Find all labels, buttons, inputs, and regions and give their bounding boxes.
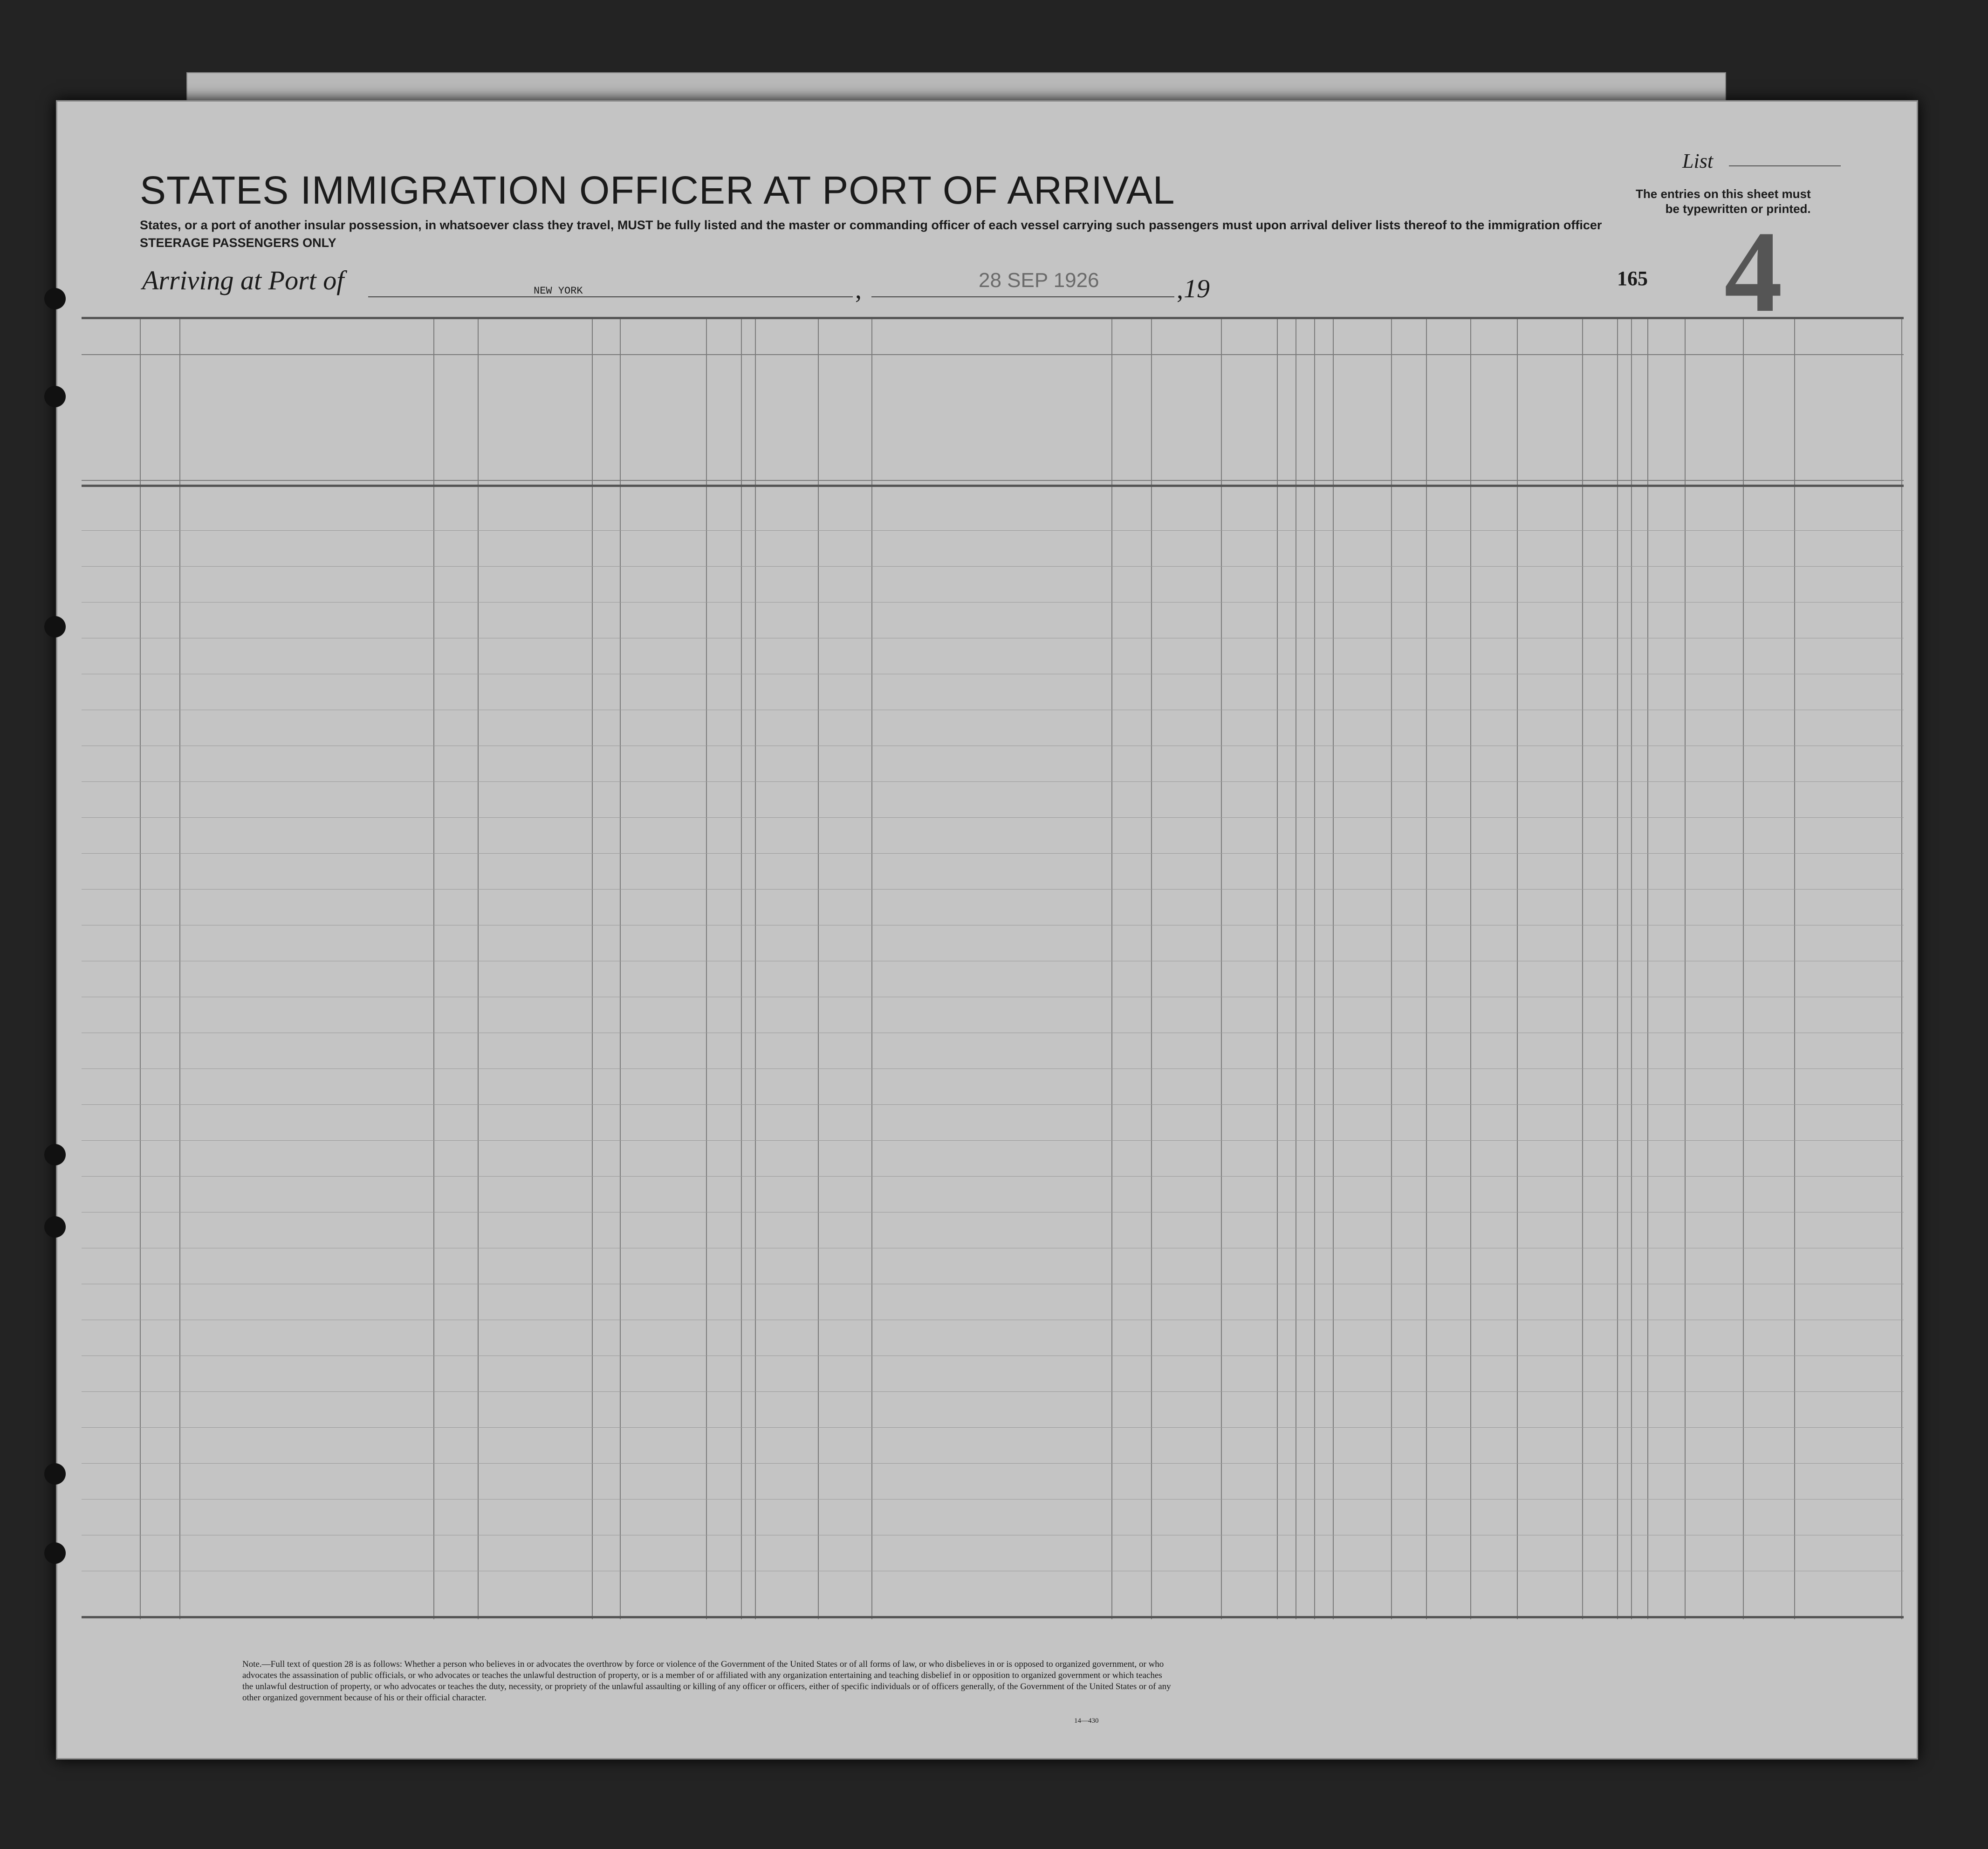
column-divider bbox=[1426, 317, 1427, 1619]
column-divider bbox=[592, 317, 593, 1619]
comma: , bbox=[855, 275, 862, 304]
column-divider bbox=[1221, 317, 1222, 1619]
row-rule bbox=[82, 1104, 1904, 1105]
binder-hole bbox=[44, 386, 66, 407]
row-rule bbox=[82, 781, 1904, 782]
row-rule bbox=[82, 889, 1904, 890]
column-divider bbox=[1631, 317, 1632, 1619]
column-divider bbox=[1901, 317, 1902, 1619]
row-rule bbox=[82, 602, 1904, 603]
list-number: 4 bbox=[1724, 207, 1782, 336]
port-value: NEW YORK bbox=[534, 285, 583, 297]
column-divider bbox=[1277, 317, 1278, 1619]
page-number: 165 bbox=[1617, 267, 1648, 290]
column-divider bbox=[433, 317, 434, 1619]
instructions-text: States, or a port of another insular possession, in whatsoever class they travel, MUST be fully listed and the master or commanding officer of each vessel carrying such passengers must upon arrival deliver lists thereof to the immigration officer bbox=[140, 218, 1602, 232]
column-divider bbox=[755, 317, 756, 1619]
column-divider bbox=[1617, 317, 1618, 1619]
binder-hole bbox=[44, 1463, 66, 1485]
page-title: STATES IMMIGRATION OFFICER AT PORT OF ARRIVAL bbox=[140, 168, 1175, 212]
binder-hole bbox=[44, 1216, 66, 1238]
passenger-class-text: STEERAGE PASSENGERS ONLY bbox=[140, 236, 336, 250]
column-divider bbox=[1314, 317, 1315, 1619]
column-divider bbox=[1111, 317, 1112, 1619]
column-divider bbox=[1151, 317, 1152, 1619]
row-rule bbox=[82, 1391, 1904, 1392]
year-prefix: 19 bbox=[1184, 274, 1210, 303]
row-rule bbox=[82, 1463, 1904, 1464]
arrival-date-stamp: 28 SEP 1926 bbox=[979, 269, 1099, 292]
column-divider bbox=[871, 317, 872, 1619]
entries-note: The entries on this sheet must be typewritten or printed. bbox=[1636, 187, 1811, 216]
column-divider bbox=[1743, 317, 1744, 1619]
row-rule bbox=[82, 530, 1904, 531]
binder-hole bbox=[44, 616, 66, 637]
column-divider bbox=[818, 317, 819, 1619]
row-rule bbox=[82, 817, 1904, 818]
form-number: 14—430 bbox=[1074, 1717, 1099, 1725]
column-divider bbox=[1333, 317, 1334, 1619]
table-rule bbox=[82, 480, 1904, 481]
column-divider bbox=[1517, 317, 1518, 1619]
row-rule bbox=[82, 1068, 1904, 1069]
arriving-label: Arriving at Port of bbox=[142, 265, 344, 295]
column-divider bbox=[1470, 317, 1471, 1619]
column-divider bbox=[478, 317, 479, 1619]
row-rule bbox=[82, 1427, 1904, 1428]
table-rule bbox=[82, 1616, 1904, 1618]
binder-hole bbox=[44, 288, 66, 309]
table-rule bbox=[82, 354, 1904, 355]
port-line bbox=[368, 296, 853, 297]
date-line bbox=[871, 296, 1174, 297]
column-divider bbox=[179, 317, 180, 1619]
column-divider bbox=[1582, 317, 1583, 1619]
list-label: List bbox=[1682, 150, 1714, 172]
column-divider bbox=[741, 317, 742, 1619]
footnote: Note.—Full text of question 28 is as follows: Whether a person who believes in or advocates the overthrow by force or violence of the Government of the United States or of all forms of law, or who disbelieves in or is opposed to organized government, or who advocates the assassination of public officials, or who advocates or teaches the unlawful destruction of property, or is a member of or affiliated with any organization entertaining and teaching disbelief in or opposition to organized government or which teaches the unlawful destruction of property, or who advocates or teaches the duty, necessity, or propriety of the unlawful assaulting or killing of any officer or officers, either of specific individuals or of officers generally, of the Government of the United States or of any other organized government because of his or their official character. bbox=[242, 1659, 1171, 1703]
row-rule bbox=[82, 566, 1904, 567]
column-divider bbox=[140, 317, 141, 1619]
table-rule bbox=[82, 317, 1904, 319]
binder-hole bbox=[44, 1542, 66, 1564]
column-divider bbox=[1391, 317, 1392, 1619]
column-divider bbox=[1794, 317, 1795, 1619]
list-line bbox=[1729, 165, 1841, 166]
row-rule bbox=[82, 853, 1904, 854]
row-rule bbox=[82, 1176, 1904, 1177]
row-rule bbox=[82, 1499, 1904, 1500]
column-divider bbox=[1647, 317, 1648, 1619]
table-rule bbox=[82, 485, 1904, 487]
comma: , bbox=[1177, 275, 1183, 304]
binder-hole bbox=[44, 1144, 66, 1165]
column-divider bbox=[620, 317, 621, 1619]
manifest-sheet bbox=[56, 100, 1918, 1760]
row-rule bbox=[82, 1140, 1904, 1141]
column-divider bbox=[706, 317, 707, 1619]
column-divider bbox=[1685, 317, 1686, 1619]
